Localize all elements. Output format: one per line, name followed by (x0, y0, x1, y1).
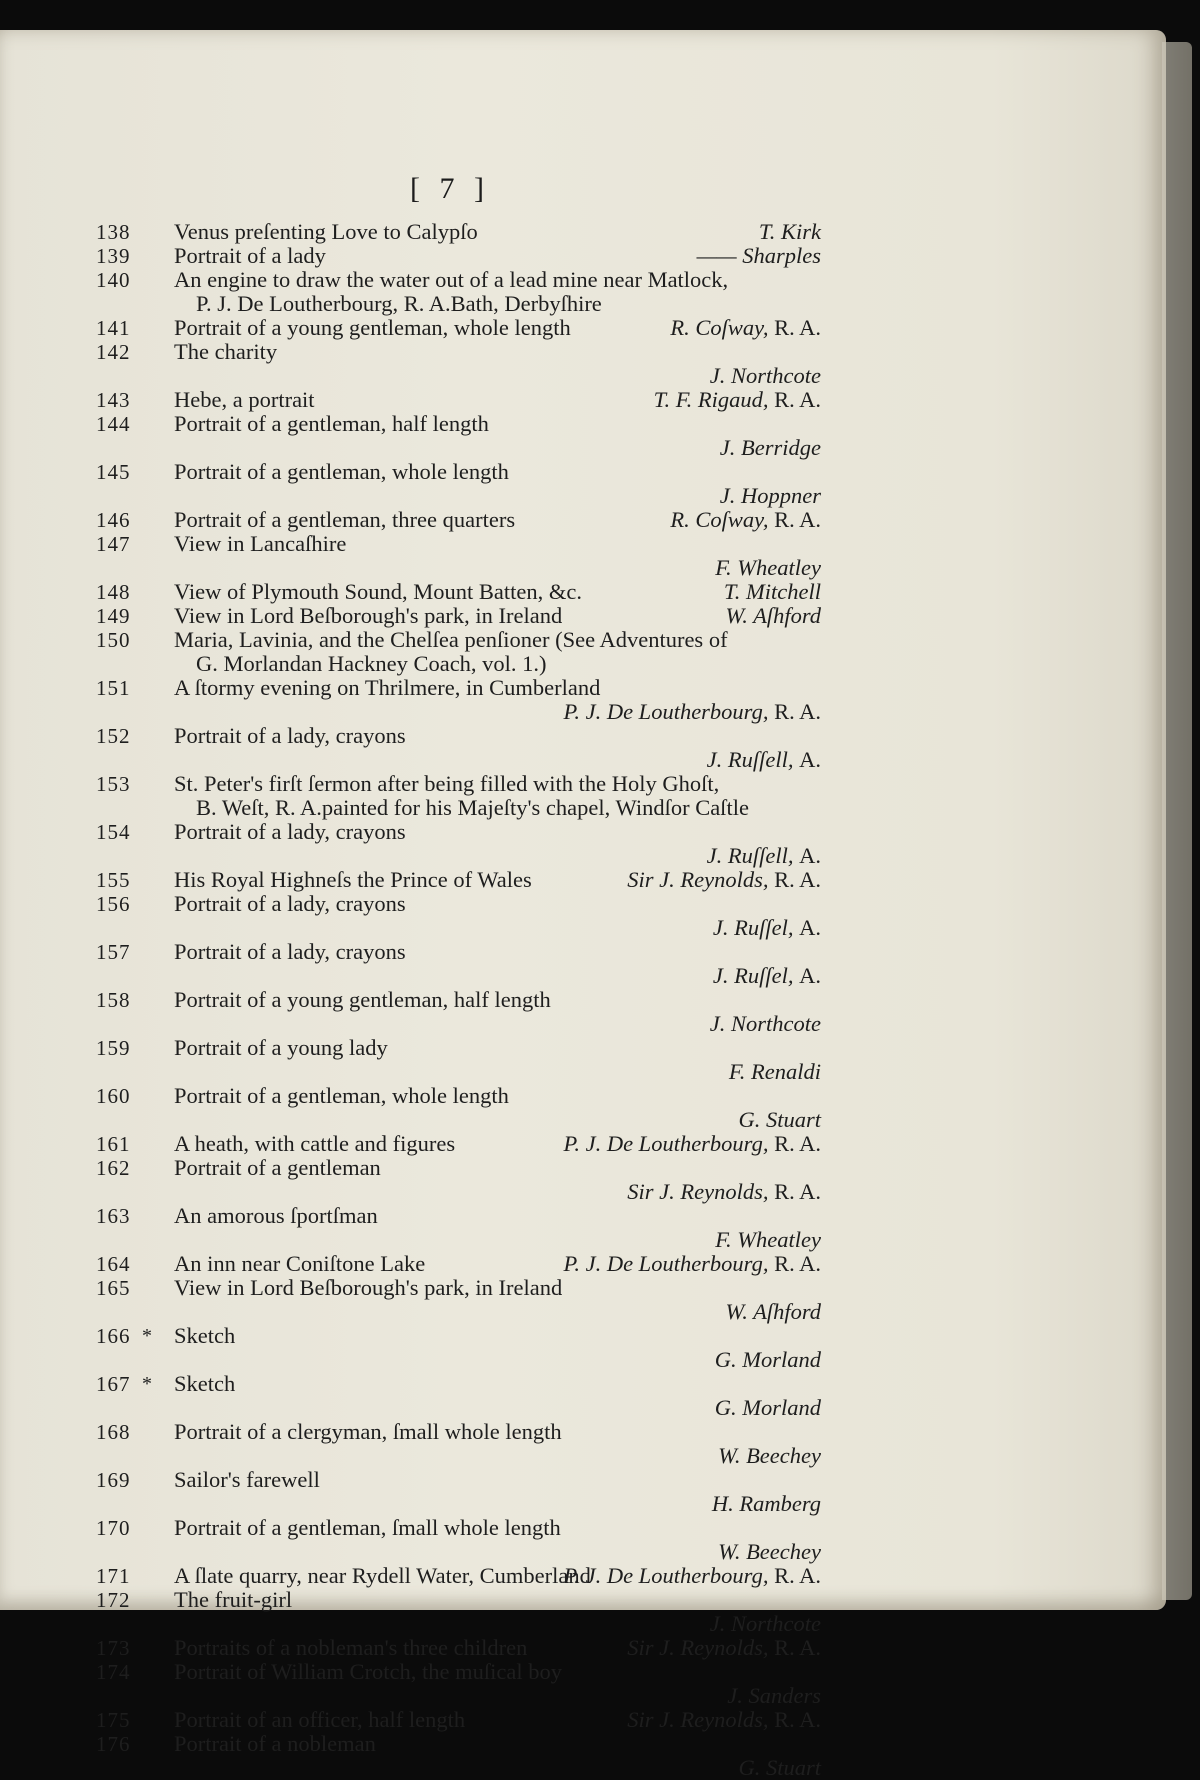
entry-title (174, 1324, 821, 1348)
catalogue-entry (96, 1516, 821, 1564)
artist-name: —— Sharples (696, 243, 821, 268)
artist-name: F. Renaldi (728, 1059, 821, 1084)
entry-title-text: An inn near Coniſtone Lake (174, 1251, 426, 1276)
catalogue-entry (96, 1156, 821, 1204)
entry-artist (96, 1012, 821, 1036)
entry-title (174, 244, 821, 268)
entry-title-text: Sketch (174, 1323, 236, 1348)
entry-number: 158 (96, 988, 131, 1012)
entry-number: 156 (96, 892, 131, 916)
entry-number: 145 (96, 460, 131, 484)
entry-number: 139 (96, 244, 131, 268)
entry-title-text: The fruit-girl (174, 1587, 293, 1612)
entry-number: 173 (96, 1636, 131, 1660)
entry-number: 148 (96, 580, 131, 604)
entry-title-text: Portrait of a lady, crayons (174, 891, 406, 916)
entry-title-text: View in Lord Beſborough's park, in Ireland (174, 1275, 563, 1300)
artist-name: G. Morland (714, 1395, 821, 1420)
artist-name: H. Ramberg (711, 1491, 821, 1516)
catalogue-entry (96, 340, 821, 388)
academy-suffix: R. A. (774, 1635, 821, 1660)
entry-number: 154 (96, 820, 131, 844)
artist-name: T. F. Rigaud, (653, 387, 769, 412)
entry-number: 171 (96, 1564, 131, 1588)
entry-artist (670, 316, 821, 340)
entry-title (174, 1468, 821, 1492)
artist-name: G. Morland (714, 1347, 821, 1372)
artist-name: J. Hoppner (719, 483, 821, 508)
entry-artist (627, 1708, 821, 1732)
entry-number: 165 (96, 1276, 131, 1300)
entry-title (174, 628, 821, 652)
entry-artist (96, 1348, 821, 1372)
catalogue-entry (96, 580, 821, 604)
academy-suffix: R. A. (403, 291, 451, 316)
catalogue-entry (96, 412, 821, 460)
entry-title (174, 1252, 821, 1276)
artist-name: J. Ruſſell, (706, 843, 794, 868)
entry-title (174, 604, 821, 628)
entry-number: 143 (96, 388, 131, 412)
artist-name: P. J. De Loutherbourg, (563, 1563, 769, 1588)
entry-title-text: A heath, with cattle and figures (174, 1131, 456, 1156)
catalogue-entry (96, 508, 821, 532)
entry-title-continued (196, 796, 821, 820)
entry-number: 140 (96, 268, 131, 292)
artist-name: G. Morland (196, 651, 301, 676)
entry-title (174, 1516, 821, 1540)
entry-artist (96, 1540, 821, 1564)
entry-title-continued (196, 652, 821, 676)
entry-artist (96, 1108, 821, 1132)
entry-title (174, 676, 821, 700)
artist-name: P. J. De Loutherbourg, (196, 291, 399, 316)
entry-title-text: An amorous ſportſman (174, 1203, 378, 1228)
entry-title-text: Portrait of a lady, crayons (174, 819, 406, 844)
entry-number: 170 (96, 1516, 131, 1540)
entry-title-text: St. Peter's firſt ſermon after being filled with the Holy Ghoſt, (174, 771, 720, 796)
entry-title-text: Portrait of a lady, crayons (174, 939, 406, 964)
entry-artist (96, 1180, 821, 1204)
entry-title (174, 388, 821, 412)
entry-title (174, 940, 821, 964)
entry-number: 174 (96, 1660, 131, 1684)
entry-title (174, 1204, 821, 1228)
entry-number: 153 (96, 772, 131, 796)
artist-name: W. Aſhford (725, 603, 821, 628)
entry-number: 164 (96, 1252, 131, 1276)
entry-number: 147 (96, 532, 131, 556)
entry-artist (563, 1132, 821, 1156)
entry-number: 149 (96, 604, 131, 628)
entry-number: 151 (96, 676, 131, 700)
artist-name: T. Kirk (758, 219, 821, 244)
entry-title-text: View in Lancaſhire (174, 531, 347, 556)
entry-title-text: A ſlate quarry, near Rydell Water, Cumberland (174, 1563, 591, 1588)
catalogue-entry (96, 268, 821, 316)
entry-number: 142 (96, 340, 131, 364)
entry-title (174, 316, 821, 340)
entry-title-continued-text: painted for his Majeſty's chapel, Windſor Caſtle (321, 795, 749, 820)
entry-artist (96, 1300, 821, 1324)
entry-artist (96, 556, 821, 580)
entry-artist (96, 1684, 821, 1708)
artist-name: Sir J. Reynolds, (627, 1707, 769, 1732)
catalogue-entry (96, 1468, 821, 1516)
catalogue-entry (96, 988, 821, 1036)
catalogue-entry (96, 604, 821, 628)
sketch-marker: * (142, 1325, 152, 1347)
entry-title-text: Maria, Lavinia, and the Chelſea penſioner (See Adventures of (174, 627, 728, 652)
artist-name: J. Ruſſel, (712, 963, 794, 988)
entry-artist (96, 964, 821, 988)
entry-artist (96, 1060, 821, 1084)
artist-name: W. Beechey (718, 1539, 821, 1564)
entry-title (174, 820, 821, 844)
entry-artist (627, 868, 821, 892)
artist-name: W. Beechey (718, 1443, 821, 1468)
entry-artist (96, 1444, 821, 1468)
entry-title (174, 1372, 821, 1396)
catalogue-entry (96, 1132, 821, 1156)
entry-title-text: Portrait of a lady (174, 243, 326, 268)
entry-number: 169 (96, 1468, 131, 1492)
academy-suffix: R. A. (774, 1707, 821, 1732)
entry-title-text: A ſtormy evening on Thrilmere, in Cumberland (174, 675, 601, 700)
catalogue-entry (96, 388, 821, 412)
catalogue-entry (96, 1564, 821, 1588)
entry-title-text: Portrait of a gentleman, whole length (174, 1083, 509, 1108)
entry-number: 162 (96, 1156, 131, 1180)
artist-name: G. Stuart (738, 1107, 821, 1132)
entry-title (174, 1156, 821, 1180)
catalogue-entry (96, 532, 821, 580)
entry-title (174, 412, 821, 436)
catalogue-entry (96, 628, 821, 676)
catalogue-list (96, 220, 821, 1780)
entry-title (174, 340, 821, 364)
entry-title (174, 1276, 821, 1300)
entry-artist (196, 291, 451, 316)
entry-title (174, 1660, 821, 1684)
entry-number: 141 (96, 316, 131, 340)
catalogue-entry (96, 316, 821, 340)
entry-number: 155 (96, 868, 131, 892)
academy-suffix: A. (799, 747, 821, 772)
entry-title-text: Portrait of a gentleman, ſmall whole length (174, 1515, 561, 1540)
entry-number: 146 (96, 508, 131, 532)
catalogue-entry (96, 1204, 821, 1252)
artist-name: P. J. De Loutherbourg, (563, 1251, 769, 1276)
academy-suffix: R. A. (774, 315, 821, 340)
catalogue-entry (96, 1372, 821, 1420)
catalogue-entry (96, 244, 821, 268)
entry-title (174, 580, 821, 604)
entry-number: 160 (96, 1084, 131, 1108)
entry-title-text: Portrait of a young gentleman, half length (174, 987, 551, 1012)
entry-number: 167 (96, 1372, 131, 1396)
artist-name: J. Ruſſel, (712, 915, 794, 940)
artist-name: R. Coſway, (670, 507, 769, 532)
catalogue-entry (96, 868, 821, 892)
academy-suffix: R. A. (774, 507, 821, 532)
entry-artist (96, 364, 821, 388)
entry-title (174, 220, 821, 244)
entry-title-text: Portrait of a young lady (174, 1035, 388, 1060)
entry-title-continued (196, 292, 821, 316)
entry-title-text: An engine to draw the water out of a lead mine near Matlock, (174, 267, 729, 292)
page-edge (1162, 42, 1192, 1600)
entry-title-text: His Royal Highneſs the Prince of Wales (174, 867, 532, 892)
entry-artist (96, 436, 821, 460)
academy-suffix: R. A. (774, 387, 821, 412)
entry-title (174, 1036, 821, 1060)
entry-number: 172 (96, 1588, 131, 1612)
entry-title (174, 868, 821, 892)
entry-title (174, 772, 821, 796)
entry-title-text: Portrait of a gentleman (174, 1155, 381, 1180)
catalogue-entry (96, 1084, 821, 1132)
entry-title (174, 532, 821, 556)
catalogue-entry (96, 1420, 821, 1468)
artist-name: B. Weſt, (196, 795, 270, 820)
academy-suffix: R. A. (275, 795, 322, 820)
entry-title-text: Portrait of a gentleman, half length (174, 411, 489, 436)
entry-title-continued-text: an Hackney Coach, vol. 1.) (301, 651, 547, 676)
entry-artist (697, 244, 821, 268)
catalogue-entry (96, 820, 821, 868)
entry-title (174, 724, 821, 748)
entry-title-text: Portrait of a clergyman, ſmall whole length (174, 1419, 562, 1444)
entry-number: 152 (96, 724, 131, 748)
academy-suffix: R. A. (774, 699, 821, 724)
entry-artist (196, 651, 301, 676)
entry-title-text: Hebe, a portrait (174, 387, 315, 412)
artist-name: J. Northcote (709, 363, 821, 388)
artist-name: Sir J. Reynolds, (627, 867, 769, 892)
artist-name: Sir J. Reynolds, (627, 1635, 769, 1660)
entry-artist (759, 220, 821, 244)
artist-name: F. Wheatley (715, 1227, 821, 1252)
entry-artist (96, 700, 821, 724)
entry-number: 161 (96, 1132, 131, 1156)
catalogue-entry (96, 772, 821, 820)
entry-title (174, 1588, 821, 1612)
entry-title-text: Portraits of a nobleman's three children (174, 1635, 528, 1660)
entry-title-text: Portrait of a gentleman, three quarters (174, 507, 516, 532)
entry-title (174, 1636, 821, 1660)
catalogue-entry (96, 1036, 821, 1084)
artist-name: W. Aſhford (725, 1299, 821, 1324)
entry-title (174, 1132, 821, 1156)
catalogue-entry (96, 1588, 821, 1636)
catalogue-entry (96, 892, 821, 940)
entry-title (174, 508, 821, 532)
catalogue-entry (96, 1660, 821, 1708)
entry-artist (563, 1564, 821, 1588)
entry-number: 150 (96, 628, 131, 652)
entry-title (174, 1708, 821, 1732)
entry-artist (726, 604, 821, 628)
entry-title-text: Portrait of a gentleman, whole length (174, 459, 509, 484)
catalogue-entry (96, 940, 821, 988)
catalogue-entry (96, 1732, 821, 1780)
entry-number: 157 (96, 940, 131, 964)
artist-name: R. Coſway, (670, 315, 769, 340)
artist-name: J. Northcote (709, 1611, 821, 1636)
entry-title-text: Portrait of a young gentleman, whole length (174, 315, 571, 340)
academy-suffix: R. A. (774, 867, 821, 892)
entry-title (174, 1732, 821, 1756)
entry-number: 166 (96, 1324, 131, 1348)
artist-name: F. Wheatley (715, 555, 821, 580)
academy-suffix: R. A. (774, 1131, 821, 1156)
catalogue-entry (96, 460, 821, 508)
entry-artist (563, 1252, 821, 1276)
academy-suffix: A. (799, 963, 821, 988)
academy-suffix: A. (799, 843, 821, 868)
catalogue-entry (96, 1708, 821, 1732)
catalogue-entry (96, 1252, 821, 1276)
entry-artist (96, 1612, 821, 1636)
entry-title (174, 892, 821, 916)
entry-title (174, 1420, 821, 1444)
entry-title-text: The charity (174, 339, 278, 364)
entry-number: 163 (96, 1204, 131, 1228)
catalogue-entry (96, 676, 821, 724)
catalogue-entry (96, 220, 821, 244)
entry-artist (724, 580, 821, 604)
catalogue-entry (96, 724, 821, 772)
entry-artist (96, 748, 821, 772)
artist-name: J. Northcote (709, 1011, 821, 1036)
entry-number: 138 (96, 220, 131, 244)
entry-artist (670, 508, 821, 532)
entry-artist (654, 388, 821, 412)
entry-title (174, 1564, 821, 1588)
artist-name: J. Sanders (727, 1683, 821, 1708)
entry-number: 168 (96, 1420, 131, 1444)
artist-name: T. Mitchell (723, 579, 821, 604)
entry-artist (96, 1492, 821, 1516)
entry-title-text: Sailor's farewell (174, 1467, 320, 1492)
artist-name: J. Ruſſell, (706, 747, 794, 772)
catalogue-entry (96, 1636, 821, 1660)
entry-artist (96, 1228, 821, 1252)
entry-title (174, 460, 821, 484)
catalogue-entry (96, 1324, 821, 1372)
entry-title-text: Portrait of a nobleman (174, 1731, 376, 1756)
academy-suffix: R. A. (774, 1563, 821, 1588)
catalogue-entry (96, 1276, 821, 1324)
artist-name: P. J. De Loutherbourg, (563, 1131, 769, 1156)
entry-title-text: Venus preſenting Love to Calypſo (174, 219, 478, 244)
entry-title-text: Sketch (174, 1371, 236, 1396)
entry-number: 159 (96, 1036, 131, 1060)
entry-artist (96, 844, 821, 868)
academy-suffix: R. A. (774, 1251, 821, 1276)
entry-number: 176 (96, 1732, 131, 1756)
artist-name: P. J. De Loutherbourg, (563, 699, 769, 724)
academy-suffix: R. A. (774, 1179, 821, 1204)
artist-name: J. Berridge (719, 435, 821, 460)
entry-title-text: Portrait of a lady, crayons (174, 723, 406, 748)
entry-title-continued-text: Bath, Derbyſhire (450, 291, 602, 316)
entry-title (174, 988, 821, 1012)
artist-name: Sir J. Reynolds, (627, 1179, 769, 1204)
entry-artist (627, 1636, 821, 1660)
sketch-marker: * (142, 1373, 152, 1395)
entry-title-text: Portrait of William Crotch, the muſical boy (174, 1659, 562, 1684)
entry-artist (96, 484, 821, 508)
entry-artist (96, 1396, 821, 1420)
entry-title-text: View of Plymouth Sound, Mount Batten, &c. (174, 579, 583, 604)
page-number: [ 7 ] (410, 172, 490, 205)
entry-number: 175 (96, 1708, 131, 1732)
academy-suffix: A. (799, 915, 821, 940)
entry-title (174, 1084, 821, 1108)
entry-number: 144 (96, 412, 131, 436)
entry-artist (96, 1756, 821, 1780)
entry-artist (96, 916, 821, 940)
entry-title-text: View in Lord Beſborough's park, in Ireland (174, 603, 563, 628)
entry-title (174, 268, 821, 292)
artist-name: G. Stuart (738, 1755, 821, 1780)
entry-artist (196, 795, 322, 820)
entry-title-text: Portrait of an officer, half length (174, 1707, 466, 1732)
